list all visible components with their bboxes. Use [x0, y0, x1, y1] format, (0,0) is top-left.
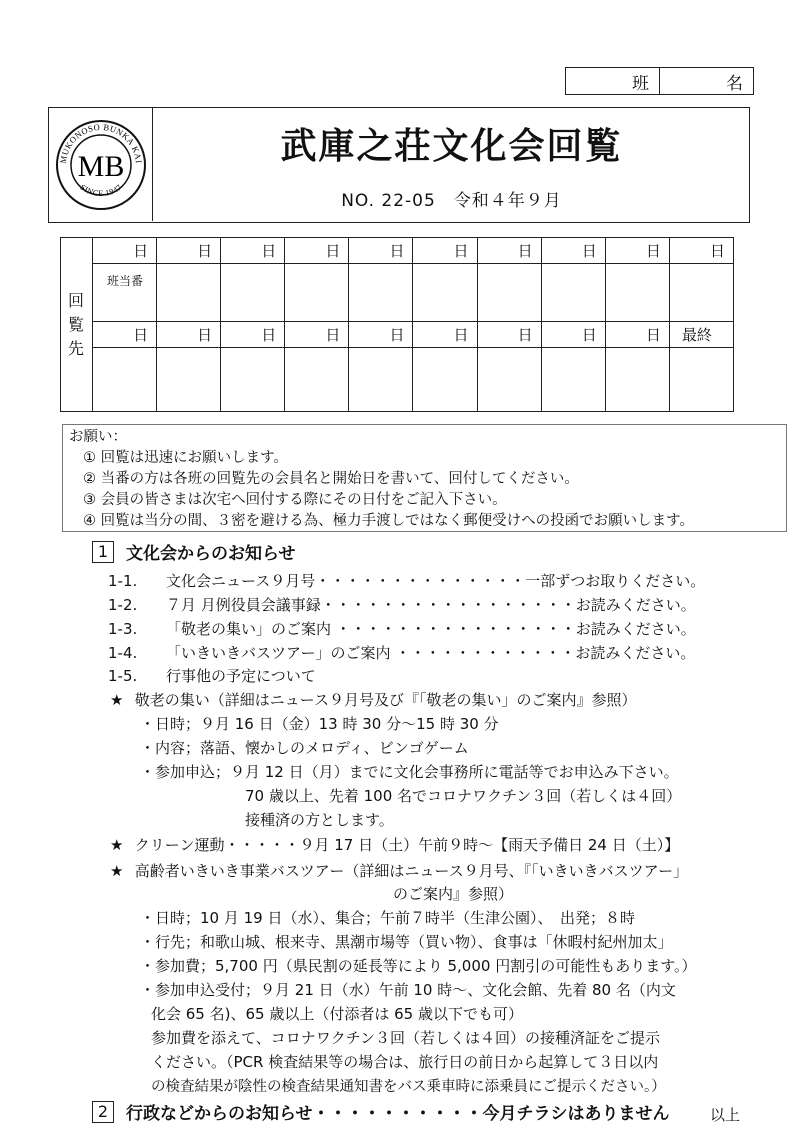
date-cell[interactable]: 日	[605, 238, 669, 264]
date-cell[interactable]: 日	[221, 322, 285, 348]
event-detail: ・日時；10 月 19 日（水）、集合；午前７時半（生津公園）、 出発；８時	[140, 909, 635, 927]
event-detail-cont: 参加費を添えて、コロナワクチン３回（若しくは４回）の接種済証をご提示	[151, 1029, 660, 1047]
name-cell[interactable]	[285, 348, 349, 412]
circulation-table	[60, 237, 734, 412]
request-item: ③ 会員の皆さまは次宅へ回付する際にその日付をご記入下さい。	[83, 492, 507, 508]
name-cell[interactable]	[477, 348, 541, 412]
header-box	[48, 107, 750, 223]
event-detail-cont: 化会 65 名)、65 歳以上（付添者は 65 歳以下でも可）	[151, 1005, 523, 1023]
name-cell[interactable]	[669, 348, 733, 412]
group-label: 班	[632, 73, 649, 94]
name-cell[interactable]	[669, 264, 733, 322]
section-2-number: 2	[92, 1101, 114, 1123]
name-cell[interactable]	[541, 348, 605, 412]
issue-line: NO. 22-05 令和４年９月	[341, 191, 562, 211]
list-item	[108, 570, 705, 591]
logo-cell	[49, 108, 153, 221]
name-row-2	[61, 348, 734, 412]
date-cell[interactable]: 日	[157, 322, 221, 348]
name-cell[interactable]	[541, 264, 605, 322]
date-cell[interactable]: 日	[157, 238, 221, 264]
item-text: 「いきいきバスツアー」のご案内 ・・・・・・・・・・・・お読みください。	[166, 644, 696, 662]
event-title-cont: のご案内』参照）	[393, 885, 514, 903]
date-cell[interactable]: 日	[477, 238, 541, 264]
name-cell[interactable]	[221, 264, 285, 322]
item-number: 1-4.	[108, 644, 138, 662]
name-cell[interactable]	[413, 264, 477, 322]
list-item	[108, 665, 316, 686]
event-heading	[110, 689, 637, 710]
section-1-number: 1	[92, 541, 114, 563]
date-cell[interactable]: 日	[541, 322, 605, 348]
date-cell[interactable]: 日	[93, 322, 157, 348]
name-cell[interactable]	[93, 348, 157, 412]
list-item	[108, 594, 696, 615]
name-cell[interactable]	[285, 264, 349, 322]
event-title: クリーン運動・・・・・９月 17 日（土）午前９時～【雨天予備日 24 日（土）】	[134, 836, 680, 854]
event-detail: ・参加申込；９月 12 日（月）までに文化会事務所に電話等でお申込み下さい。	[140, 763, 679, 781]
event-heading	[110, 860, 688, 881]
date-cell[interactable]: 日	[477, 322, 541, 348]
star-icon: ★	[110, 862, 124, 880]
name-cell[interactable]	[605, 348, 669, 412]
section-2-heading	[92, 1099, 670, 1124]
name-label: 名	[659, 68, 753, 94]
event-detail: ・行先；和歌山城、根来寺、黒潮市場等（買い物）、食事は「休暇村紀州加太」	[140, 933, 673, 951]
item-number: 1-2.	[108, 596, 138, 614]
date-cell[interactable]: 日	[285, 322, 349, 348]
request-item: ② 当番の方は各班の回覧先の会員名と開始日を書いて、回付してください。	[83, 471, 579, 487]
date-cell[interactable]: 日	[285, 238, 349, 264]
event-detail-cont: の検査結果が陰性の検査結果通知書をバス乗車時に添乗員にご提示ください。）	[151, 1079, 666, 1095]
date-cell[interactable]: 日	[349, 322, 413, 348]
event-detail: ・参加申込受付；９月 21 日（水）午前 10 時～、文化会館、先着 80 名（内文	[140, 981, 676, 999]
request-item: ④ 回覧は当分の間、３密を避ける為、極力手渡しではなく郵便受けへの投函でお願いします。	[83, 513, 694, 529]
date-cell[interactable]: 日	[669, 238, 733, 264]
star-icon: ★	[110, 836, 124, 854]
requests-box	[62, 424, 787, 532]
name-cell[interactable]	[221, 348, 285, 412]
logo-ring-top-text: MUKONOSO BUNKA KAI	[57, 121, 144, 164]
item-text: 行事他の予定について	[166, 667, 316, 685]
date-cell[interactable]: 日	[413, 322, 477, 348]
event-detail: ・日時；９月 16 日（金）13 時 30 分～15 時 30 分	[140, 715, 499, 733]
circulation-side-label: 回 覧 先	[61, 238, 93, 412]
event-detail: ・内容；落語、懐かしのメロディ、ビンゴゲーム	[140, 739, 469, 757]
event-detail-cont: ください。（PCR 検査結果等の場合は、旅行日の前日から起算して３日以内	[151, 1053, 659, 1071]
event-detail: ・参加費；5,700 円（県民割の延長等により 5,000 円割引の可能性もあります。）	[140, 957, 697, 975]
item-number: 1-3.	[108, 620, 138, 638]
page-title: 武庫之荘文化会回覧	[280, 126, 623, 167]
item-number: 1-5.	[108, 667, 138, 685]
list-item	[108, 642, 695, 663]
name-row-1	[61, 264, 734, 322]
event-heading	[110, 834, 679, 855]
date-cell[interactable]: 日	[221, 238, 285, 264]
item-number: 1-1.	[108, 572, 138, 590]
item-text: ７月 月例役員会議事録・・・・・・・・・・・・・・・・・お読みください。	[166, 596, 696, 614]
requests-heading: お願い：	[69, 429, 127, 445]
closing-text: 以上	[710, 1106, 741, 1124]
event-detail-cont: 70 歳以上、先着 100 名でコロナワクチン３回（若しくは４回）	[245, 787, 682, 805]
section-1-heading	[92, 539, 296, 564]
name-cell[interactable]	[157, 264, 221, 322]
section-2-title: 行政などからのお知らせ・・・・・・・・・・今月チラシはありません	[126, 1104, 670, 1124]
request-item: ① 回覧は迅速にお願いします。	[83, 450, 288, 466]
date-row-2	[61, 322, 734, 348]
logo-mark: MB	[77, 149, 124, 183]
group-name-box	[565, 67, 754, 95]
date-cell[interactable]: 日	[541, 238, 605, 264]
logo-ring-bottom-text: SINCE 1947	[77, 182, 124, 198]
name-cell[interactable]	[605, 264, 669, 322]
list-item	[108, 618, 696, 639]
date-row-1	[61, 238, 734, 264]
name-cell[interactable]	[413, 348, 477, 412]
mb-logo	[55, 119, 147, 211]
duty-label-cell[interactable]: 班当番	[93, 264, 157, 322]
name-cell[interactable]	[349, 348, 413, 412]
event-detail-cont: 接種済の方とします。	[245, 811, 394, 829]
last-label-cell[interactable]: 最終	[669, 322, 733, 348]
item-text: 「敬老の集い」のご案内 ・・・・・・・・・・・・・・・・お読みください。	[166, 620, 696, 638]
item-text: 文化会ニュース９月号・・・・・・・・・・・・・・一部ずつお取りください。	[166, 572, 706, 590]
name-cell[interactable]	[349, 264, 413, 322]
event-title: 高齢者いきいき事業バスツアー（詳細はニュース９月号、『「いきいきバスツアー」	[134, 862, 689, 880]
name-cell[interactable]	[477, 264, 541, 322]
date-cell[interactable]: 日	[93, 238, 157, 264]
name-cell[interactable]	[157, 348, 221, 412]
date-cell[interactable]: 日	[349, 238, 413, 264]
event-title: 敬老の集い（詳細はニュース９月号及び『「敬老の集い」のご案内』参照）	[134, 691, 637, 709]
star-icon: ★	[110, 691, 124, 709]
section-1-title: 文化会からのお知らせ	[126, 544, 296, 564]
date-cell[interactable]: 日	[413, 238, 477, 264]
date-cell[interactable]: 日	[605, 322, 669, 348]
